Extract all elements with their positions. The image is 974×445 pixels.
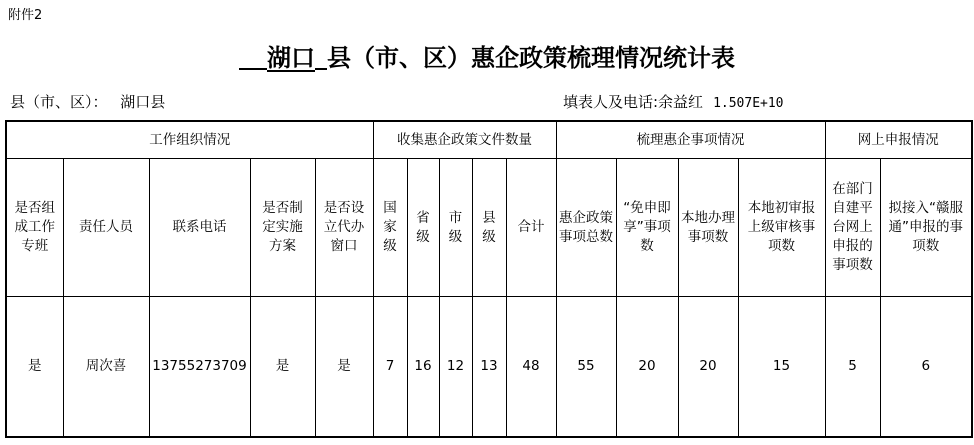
title-county: 湖口 bbox=[267, 44, 315, 72]
title-underline-right bbox=[315, 66, 327, 70]
cell-provincial-level: 16 bbox=[407, 297, 439, 438]
filler-label: 填表人及电话:余益红 bbox=[563, 93, 704, 111]
column-header-city-level: 市级 bbox=[439, 159, 472, 297]
column-header-row bbox=[6, 159, 972, 297]
cell-local-preliminary-review-items: 15 bbox=[738, 297, 825, 438]
column-header-task-force: 是否组成工作专班 bbox=[6, 159, 63, 297]
title-underline-left bbox=[239, 66, 267, 70]
cell-policy-item-total: 55 bbox=[556, 297, 616, 438]
cell-national-level: 7 bbox=[373, 297, 407, 438]
column-header-policy-item-total: 惠企政策事项总数 bbox=[556, 159, 616, 297]
cell-task-force: 是 bbox=[6, 297, 63, 438]
cell-apply-free-items: 20 bbox=[616, 297, 678, 438]
column-header-provincial-level: 省级 bbox=[407, 159, 439, 297]
cell-contact-phone: 13755273709 bbox=[149, 297, 250, 438]
group-header-policy-items: 梳理惠企事项情况 bbox=[556, 121, 825, 159]
county-value: 湖口县 bbox=[120, 93, 166, 111]
column-header-department-platform-items: 在部门自建平台网上申报的事项数 bbox=[825, 159, 880, 297]
cell-agency-window: 是 bbox=[315, 297, 373, 438]
statistics-table bbox=[5, 120, 973, 438]
filler-info bbox=[563, 91, 784, 112]
group-header-policy-files: 收集惠企政策文件数量 bbox=[373, 121, 556, 159]
column-header-ganfutong-items: 拟接入“赣服通”申报的事项数 bbox=[880, 159, 972, 297]
column-header-national-level: 国家级 bbox=[373, 159, 407, 297]
page-title bbox=[0, 38, 974, 73]
group-header-row bbox=[6, 121, 972, 159]
column-header-local-preliminary-review-items: 本地初审报上级审核事项数 bbox=[738, 159, 825, 297]
cell-implementation-plan: 是 bbox=[250, 297, 315, 438]
group-header-work-organization: 工作组织情况 bbox=[6, 121, 373, 159]
cell-total: 48 bbox=[506, 297, 556, 438]
cell-county-level: 13 bbox=[472, 297, 506, 438]
table-row bbox=[6, 297, 972, 438]
column-header-local-handled-items: 本地办理事项数 bbox=[678, 159, 738, 297]
county-info bbox=[10, 91, 165, 112]
column-header-agency-window: 是否设立代办窗口 bbox=[315, 159, 373, 297]
column-header-implementation-plan: 是否制定实施方案 bbox=[250, 159, 315, 297]
group-header-online-application: 网上申报情况 bbox=[825, 121, 972, 159]
title-text: 县（市、区）惠企政策梳理情况统计表 bbox=[327, 44, 735, 72]
column-header-county-level: 县级 bbox=[472, 159, 506, 297]
column-header-responsible-person: 责任人员 bbox=[63, 159, 149, 297]
column-header-total: 合计 bbox=[506, 159, 556, 297]
county-label: 县（市、区）： bbox=[10, 93, 108, 111]
column-header-apply-free-items: “免申即享”事项数 bbox=[616, 159, 678, 297]
cell-responsible-person: 周次喜 bbox=[63, 297, 149, 438]
attachment-label: 附件2 bbox=[8, 8, 43, 23]
cell-local-handled-items: 20 bbox=[678, 297, 738, 438]
cell-ganfutong-items: 6 bbox=[880, 297, 972, 438]
cell-department-platform-items: 5 bbox=[825, 297, 880, 438]
filler-phone: 1.507E+10 bbox=[713, 96, 784, 111]
cell-city-level: 12 bbox=[439, 297, 472, 438]
column-header-contact-phone: 联系电话 bbox=[149, 159, 250, 297]
